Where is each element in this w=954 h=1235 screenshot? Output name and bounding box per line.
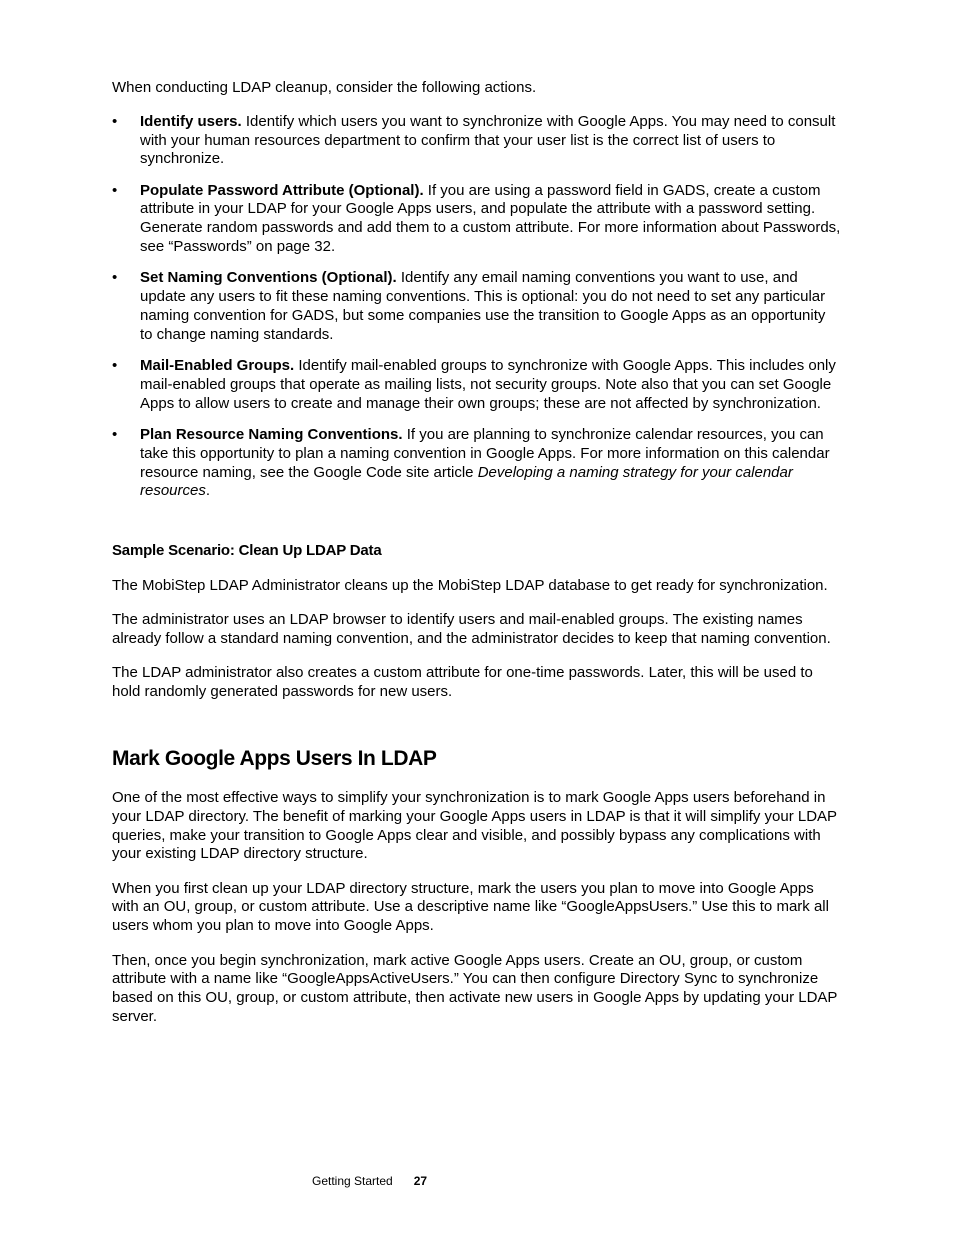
- action-list: [112, 113, 842, 501]
- item-title: Mail-Enabled Groups.: [140, 357, 295, 375]
- scenario-paragraph: The LDAP administrator also creates a custom attribute for one-time passwords. Later, this will be used to hold randomly generated passwords for new users.: [112, 664, 813, 701]
- intro-text: When conducting LDAP cleanup, consider the following actions.: [112, 79, 537, 96]
- section-heading: Mark Google Apps Users In LDAP: [112, 746, 437, 770]
- item-text: If you are planning to synchronize calendar resources, you can take this opportunity to plan a naming convention in Google Apps. For more information on this calendar resource naming, see the Google Code site article: [140, 425, 830, 481]
- item-text: Identify mail-enabled groups to synchronize with Google Apps. This includes only mail-enabled groups that operate as mailing lists, not security groups. Note also that you can set Google Apps to allow users to create and manage their own groups; these are not affected by synchronization.: [140, 357, 836, 412]
- page-footer: [312, 1174, 427, 1189]
- item-title: Set Naming Conventions (Optional).: [140, 269, 397, 287]
- item-text: Identify any email naming conventions you want to use, and update any users to fit these naming conventions. This is optional: you do not need to set any particular naming convention for GADS, but some companies use the transition to Google Apps as an opportunity to change naming standards.: [140, 269, 826, 343]
- scenario-heading: Sample Scenario: Clean Up LDAP Data: [112, 542, 382, 560]
- footer-label: Getting Started: [312, 1174, 393, 1188]
- page-number: 27: [413, 1174, 428, 1188]
- list-item: [112, 357, 842, 413]
- item-tail: .: [205, 482, 211, 500]
- list-item: [112, 269, 842, 344]
- list-item: [112, 426, 842, 501]
- section-paragraph: When you first clean up your LDAP directory structure, mark the users you plan to move into Google Apps with an OU, group, or custom attribute. Use a descriptive name like “GoogleAppsUsers.” Use this to mark all users whom you plan to move into Google Apps.: [112, 879, 829, 935]
- item-title: Plan Resource Naming Conventions.: [140, 425, 403, 443]
- item-text: Identify which users you want to synchronize with Google Apps. You may need to consult with your human resources department to confirm that your user list is the correct list of users to synchronize.: [140, 112, 836, 168]
- item-title: Populate Password Attribute (Optional).: [140, 181, 424, 199]
- bullet-icon: •: [112, 357, 118, 375]
- bullet-icon: •: [112, 112, 118, 130]
- scenario-paragraph: The MobiStep LDAP Administrator cleans up the MobiStep LDAP database to get ready for synchronization.: [112, 576, 828, 594]
- section-paragraph: Then, once you begin synchronization, mark active Google Apps users. Create an OU, group, or custom attribute with a name like “GoogleAppsActiveUsers.” You can then configure Directory Sync to synchronize based on this OU, group, or custom attribute, then activate new users in Google Apps by updating your LDAP server.: [112, 951, 838, 1025]
- section-paragraph: One of the most effective ways to simplify your synchronization is to mark Google Apps users beforehand in your LDAP directory. The benefit of marking your Google Apps users in LDAP is that it will simplify your LDAP queries, make your transition to Google Apps clear and visible, and possibly bypass any complications with your existing LDAP directory structure.: [112, 788, 837, 863]
- list-item: [112, 182, 842, 257]
- bullet-icon: •: [112, 269, 118, 287]
- bullet-icon: •: [112, 181, 118, 199]
- list-item: [112, 113, 842, 169]
- page-content: [112, 79, 842, 1042]
- bullet-icon: •: [112, 425, 118, 443]
- scenario-paragraph: The administrator uses an LDAP browser to identify users and mail-enabled groups. The existing names already follow a standard naming convention, and the administrator decides to keep that naming convention.: [112, 611, 831, 648]
- article-title: Developing a naming strategy for your calendar resources: [140, 463, 793, 500]
- item-text: If you are using a password field in GADS, create a custom attribute in your LDAP for your Google Apps users, and populate the attribute with a password setting. Generate random passwords and add them to a custom attribute. For more information about Passwords, see “Passwords” on page 32.: [140, 181, 841, 256]
- item-title: Identify users.: [140, 112, 242, 130]
